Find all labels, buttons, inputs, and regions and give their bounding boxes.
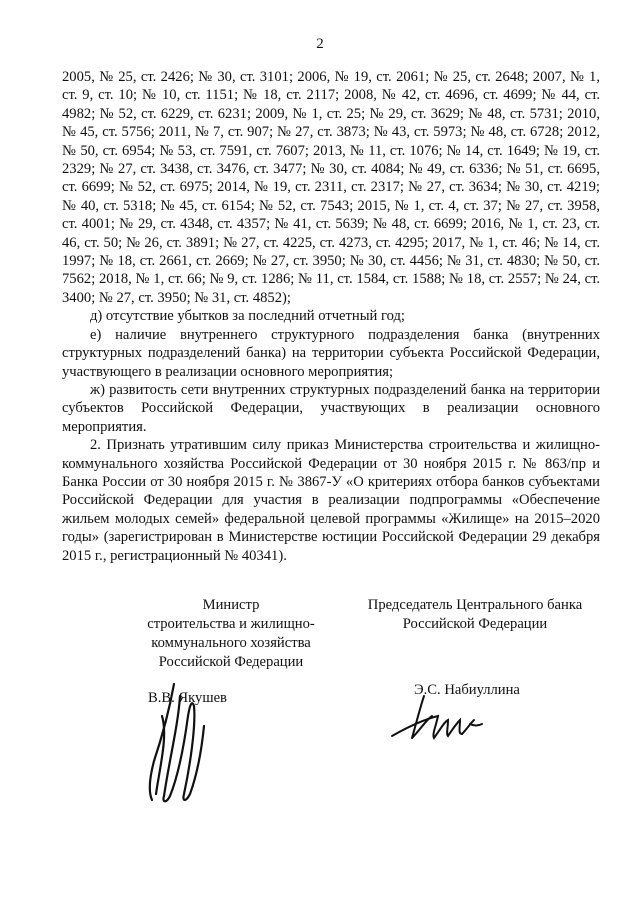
minister-title-line: Российской Федерации	[158, 654, 304, 670]
criterion-d: д) отсутствие убытков за последний отчетный год;	[90, 308, 405, 325]
page-number: 2	[316, 36, 324, 52]
criterion-zh: ж) развитость сети внутренних структурных подразделений банка на территории субъектов Российской Федерации, участвующих в реализации основного мероприятия.	[62, 381, 600, 435]
chairman-title-line: Председатель Центрального банка	[367, 597, 583, 613]
minister-signature-block	[96, 596, 366, 672]
chairman-signature-block	[340, 596, 610, 634]
chairman-title-line: Российской Федерации	[402, 616, 548, 632]
minister-title-line: Министр	[202, 597, 260, 613]
minister-handwritten-signature	[140, 676, 220, 806]
document-body	[62, 68, 600, 565]
clause-2: 2. Признать утратившим силу приказ Министерства строительства и жилищно-коммунального хозяйства Российской Федерации от 30 ноября 2015 г. № 863/пр и Банка России от 30 ноября 2015 г. № 3867-У «О критериях отбора банков субъектами Российской Федерации для участия в реализации подпрограммы «Обеспечение жильем молодых семей» федеральной целевой программы «Жилище» на 2015–2020 годы» (зарегистрирован в Министерстве юстиции Российской Федерации 29 декабря 2015 г., регистрационный № 40341).	[62, 437, 600, 564]
legislation-references: 2005, № 25, ст. 2426; № 30, ст. 3101; 2006, № 19, ст. 2061; № 25, ст. 2648; 2007, № 1, ст. 9, ст. 10; № 10, ст. 1151; № 18, ст. 2117; 2008, № 42, ст. 4696, ст. 4699; № 44, ст. 4982; № 52, ст. 6229, ст. 6231; 2009, № 1, ст. 25; № 29, ст. 3629; № 48, ст. 5731; 2010, № 45, ст. 5756; 2011, № 7, ст. 907; № 27, ст. 3873; № 43, ст. 5973; № 48, ст. 6728; 2012, № 50, ст. 6954; № 53, ст. 7591, ст. 7607; 2013, № 11, ст. 1076; № 14, ст. 1649; № 19, ст. 2329; № 27, ст. 3438, ст. 3476, ст. 3477; № 30, ст. 4084; № 49, ст. 6336; № 51, ст. 6695, ст. 6699; № 52, ст. 6975; 2014, № 19, ст. 2311, ст. 2317; № 27, ст. 3634; № 30, ст. 4219; № 40, ст. 5318; № 45, ст. 6154; № 52, ст. 7543; 2015, № 1, ст. 4, ст. 37; № 27, ст. 3958, ст. 4001; № 29, ст. 4348, ст. 4357; № 41, ст. 5639; № 48, ст. 6699; 2016, № 1, ст. 23, ст. 46, ст. 50; № 26, ст. 3891; № 27, ст. 4225, ст. 4273, ст. 4295; 2017, № 1, ст. 46; № 14, ст. 1997; № 18, ст. 2661, ст. 2669; № 27, ст. 3950; № 30, ст. 4456; № 31, ст. 4830; № 50, ст. 7562; 2018, № 1, ст. 66; № 9, ст. 1286; № 11, ст. 1584, ст. 1588; № 18, ст. 2557; № 24, ст. 3400; № 27, ст. 3950; № 31, ст. 4852);	[62, 69, 600, 306]
minister-title-line: коммунального хозяйства	[151, 635, 311, 651]
chairman-handwritten-signature	[386, 690, 486, 750]
minister-name: В.В. Якушев	[148, 690, 227, 706]
chairman-name: Э.С. Набиуллина	[414, 682, 520, 698]
minister-title-line: строительства и жилищно-	[147, 616, 315, 632]
criterion-e: е) наличие внутреннего структурного подразделения банка (внутренних структурных подразделений банка) на территории субъекта Российской Федерации, участвующего в реализации основного мероприятия;	[62, 326, 600, 380]
